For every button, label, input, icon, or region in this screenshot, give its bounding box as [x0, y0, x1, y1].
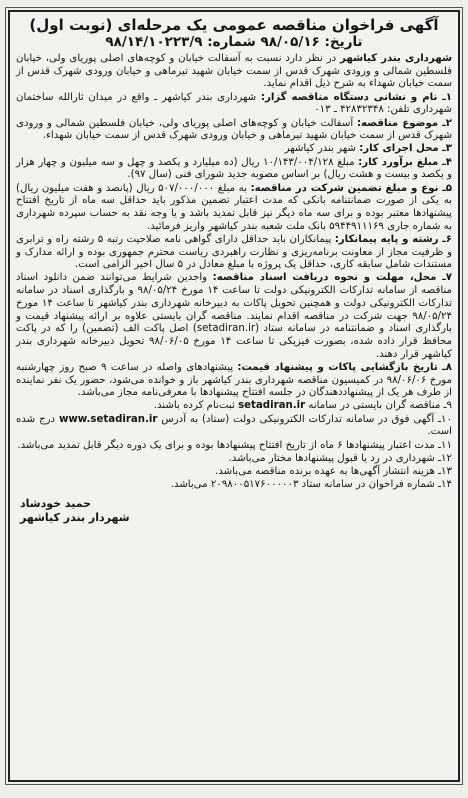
item-11: ۱۱ـ مدت اعتبار پیشنهادها ۶ ماه از تاریخ افتتاح پیشنهادها بوده و برای یک دوره دیگر قابل تمدید می‌باشد.: [17, 439, 452, 451]
item-2-text: آسفالت خیابان و کوچه‌های اصلی پوریای ولی، خیابان فلسطین شمالی و ورودی شهرک قدس از سمت خیابان شهید تیرماهی و خیابان ورودی شهرک قدس از سمت خیابان شهداء.: [16, 117, 452, 142]
item-7-website: (setadiran.ir): [192, 323, 260, 335]
signature-name: حمید خودشاد: [20, 496, 92, 510]
notice-title: آگهی فراخوان مناقصه عمومی یک مرحله‌ای (نوبت اول): [29, 16, 439, 34]
item-8-label: ۸ـ تاریخ بازگشایی پاکات و پیشنهاد قیمت:: [237, 361, 453, 373]
tender-notice: [8, 10, 460, 782]
item-10: [16, 414, 452, 439]
item-9-website: setadiran.ir: [238, 400, 306, 412]
item-2-label: ۲ـ موضوع مناقصه:: [356, 117, 452, 129]
item-9-text-before: ۹ـ مناقصه گران بایستی در سامانه: [305, 400, 452, 412]
item-6-label: ۶ـ رشته و پایه پیمانکار:: [334, 233, 453, 245]
item-12: ۱۲ـ شهرداری در رد یا قبول پیشنهادها مختار می‌باشد.: [228, 452, 452, 464]
item-14: ۱۴ـ شماره فراخوان در سامانه ستاد ۲۰۹۸۰۰۵۱۷۶۰۰۰۰۰۳ می‌باشد.: [170, 479, 452, 491]
item-7-text-after: اصل پاکت الف (تضمین) را که در پاکت محافظ قرار داده شده، بصورت فیزیکی تا ساعت ۱۴ مورخ ۹۸/۰۶/۰۵ تحویل دبیرخانه شهرداری بندر کیاشهر قرار دهند.: [16, 323, 453, 360]
item-6-text: پیمانکاران باید حداقل دارای گواهی نامه صلاحیت رتبه ۵ رشته راه و ترابری و ظرفیت مجاز از معاونت برنامه‌ریزی و نظارت راهبردی ریاست محترم جمهوری بوده و ارائه مدارک و مستندات شامل سابقه کاری، حداقل یک پروژه با مبلغ معادل در ۵ سال اخیر الزامی است.: [16, 233, 452, 271]
item-1-text: شهرداری بندر کیاشهر ـ واقع در میدان ثارالله ساختمان شهرداری تلفن: ۴۲۸۳۲۳۴۸ ـ ۰۱۳: [16, 91, 452, 116]
item-7-label: ۷ـ محل، مهلت و نحوه دریافت اسناد مناقصه:: [212, 272, 452, 284]
item-7-text-before: واجدین شرایط می‌توانند ضمن دانلود اسناد مناقصه از سامانه تدارکات الکترونیکی دولت تا ساعت ۱۴ مورخ ۹۸/۰۵/۲۴ و بارگذاری اسناد در سامانه تدارکات الکترونیکی دولت و همچنین تحویل پاکات به دبیرخانه شهرداری بندر کیاشهر تا ساعت ۱۴ مورخ ۹۸/۰۵/۲۴ جهت شرکت در مناقصه اقدام نمایند. مناقصه گران بایستی علاوه بر ارائه پیشنهاد قیمت و بارگذاری اسناد و ضمانتنامه در سامانه ستاد: [16, 272, 452, 335]
item-3: [16, 143, 452, 156]
item-5: [16, 183, 452, 234]
item-1-label: ۱ـ نام و نشانی دستگاه مناقصه گزار:: [260, 91, 453, 103]
item-9: [16, 400, 452, 413]
item-7: [16, 272, 452, 361]
item-4: [16, 157, 452, 182]
item-10-text-before: ۱۰ـ آگهی فوق در سامانه تدارکات الکترونیکی دولت (ستاد) به آدرس: [157, 413, 452, 425]
signature-block: [16, 497, 452, 525]
intro-org: شهرداری بندر کیاشهر: [340, 53, 452, 64]
item-10-text-after: درج شده است.: [16, 413, 452, 438]
item-10-website: www.setadiran.ir: [58, 413, 158, 425]
item-9-text-after: ثبت‌نام کرده باشند.: [153, 400, 239, 412]
item-5-label: ۵ـ نوع و مبلغ تضمین شرکت در مناقصه:: [250, 182, 453, 194]
item-2: [16, 118, 452, 143]
item-8-text: پیشنهادهای واصله در ساعت ۹ صبح روز چهارشنبه مورخ ۹۸/۰۶/۰۶ در کمیسیون مناقصه شهرداری بندر کیاشهر باز و خوانده می‌شود، حضور یک نفر نماینده از طرف هر یک از پیشنهاددهندگان در جلسه افتتاح پیشنهادها با معرفی‌نامه مجاز می‌باشد.: [16, 361, 452, 399]
item-6: [16, 234, 452, 272]
item-3-text: شهر بندر کیاشهر: [284, 143, 360, 155]
item-13: ۱۳ـ هزینه انتشار آگهی‌ها به عهده برنده مناقصه می‌باشد.: [215, 466, 452, 477]
signature-title: شهردار بندر کیاشهر: [20, 510, 130, 524]
item-8: [16, 362, 452, 400]
item-4-label: ۴ـ مبلغ برآورد کار:: [358, 156, 452, 168]
item-4-text: مبلغ ۱۰/۱۴۳/۰۰۴/۱۲۸ ریال (ده میلیارد و یکصد و چهل و سه میلیون و چهار هزار و یکصد و بیست و هشت ریال) بر اساس مصوبه جدید شورای فنی (سال ۹۷).: [16, 156, 452, 181]
intro-text: در نظر دارد نسبت به آسفالت خیابان و کوچه‌های اصلی پوریای ولی، خیابان فلسطین شمالی و ورودی شهرک قدس از سمت خیابان شهید تیرماهی و خیابان ورودی شهرک قدس از سمت خیابان شهداء به شرح ذیل اقدام نماید.: [16, 53, 452, 90]
notice-date-number: تاریخ: ۹۸/۰۵/۱۶ شماره: ۹۸/۱۴/۱۰۲۲۳/۹: [105, 34, 363, 50]
item-1: [16, 92, 452, 117]
item-3-label: ۳ـ محل اجرای کار:: [359, 143, 452, 155]
item-5-text: به مبلغ ۵۰۷/۰۰۰/۰۰۰ ریال (پانصد و هفت میلیون ریال) به یکی از صورت ضمانتنامه بانکی که مدت اعتبار تضمین مذکور باید حداقل سه ماه از تاریخ افتتاح پیشنهادها معتبر بوده و برای سه ماه دیگر نیز قابل تمدید باشد و یا وجه نقد به حساب سپرده شهرداری به شماره جاری ۵۹۴۴۹۱۱۱۶۹ بانک ملت شعبه بندر کیاشهر واریز فرمائید.: [16, 182, 452, 232]
intro-paragraph: [16, 53, 452, 91]
